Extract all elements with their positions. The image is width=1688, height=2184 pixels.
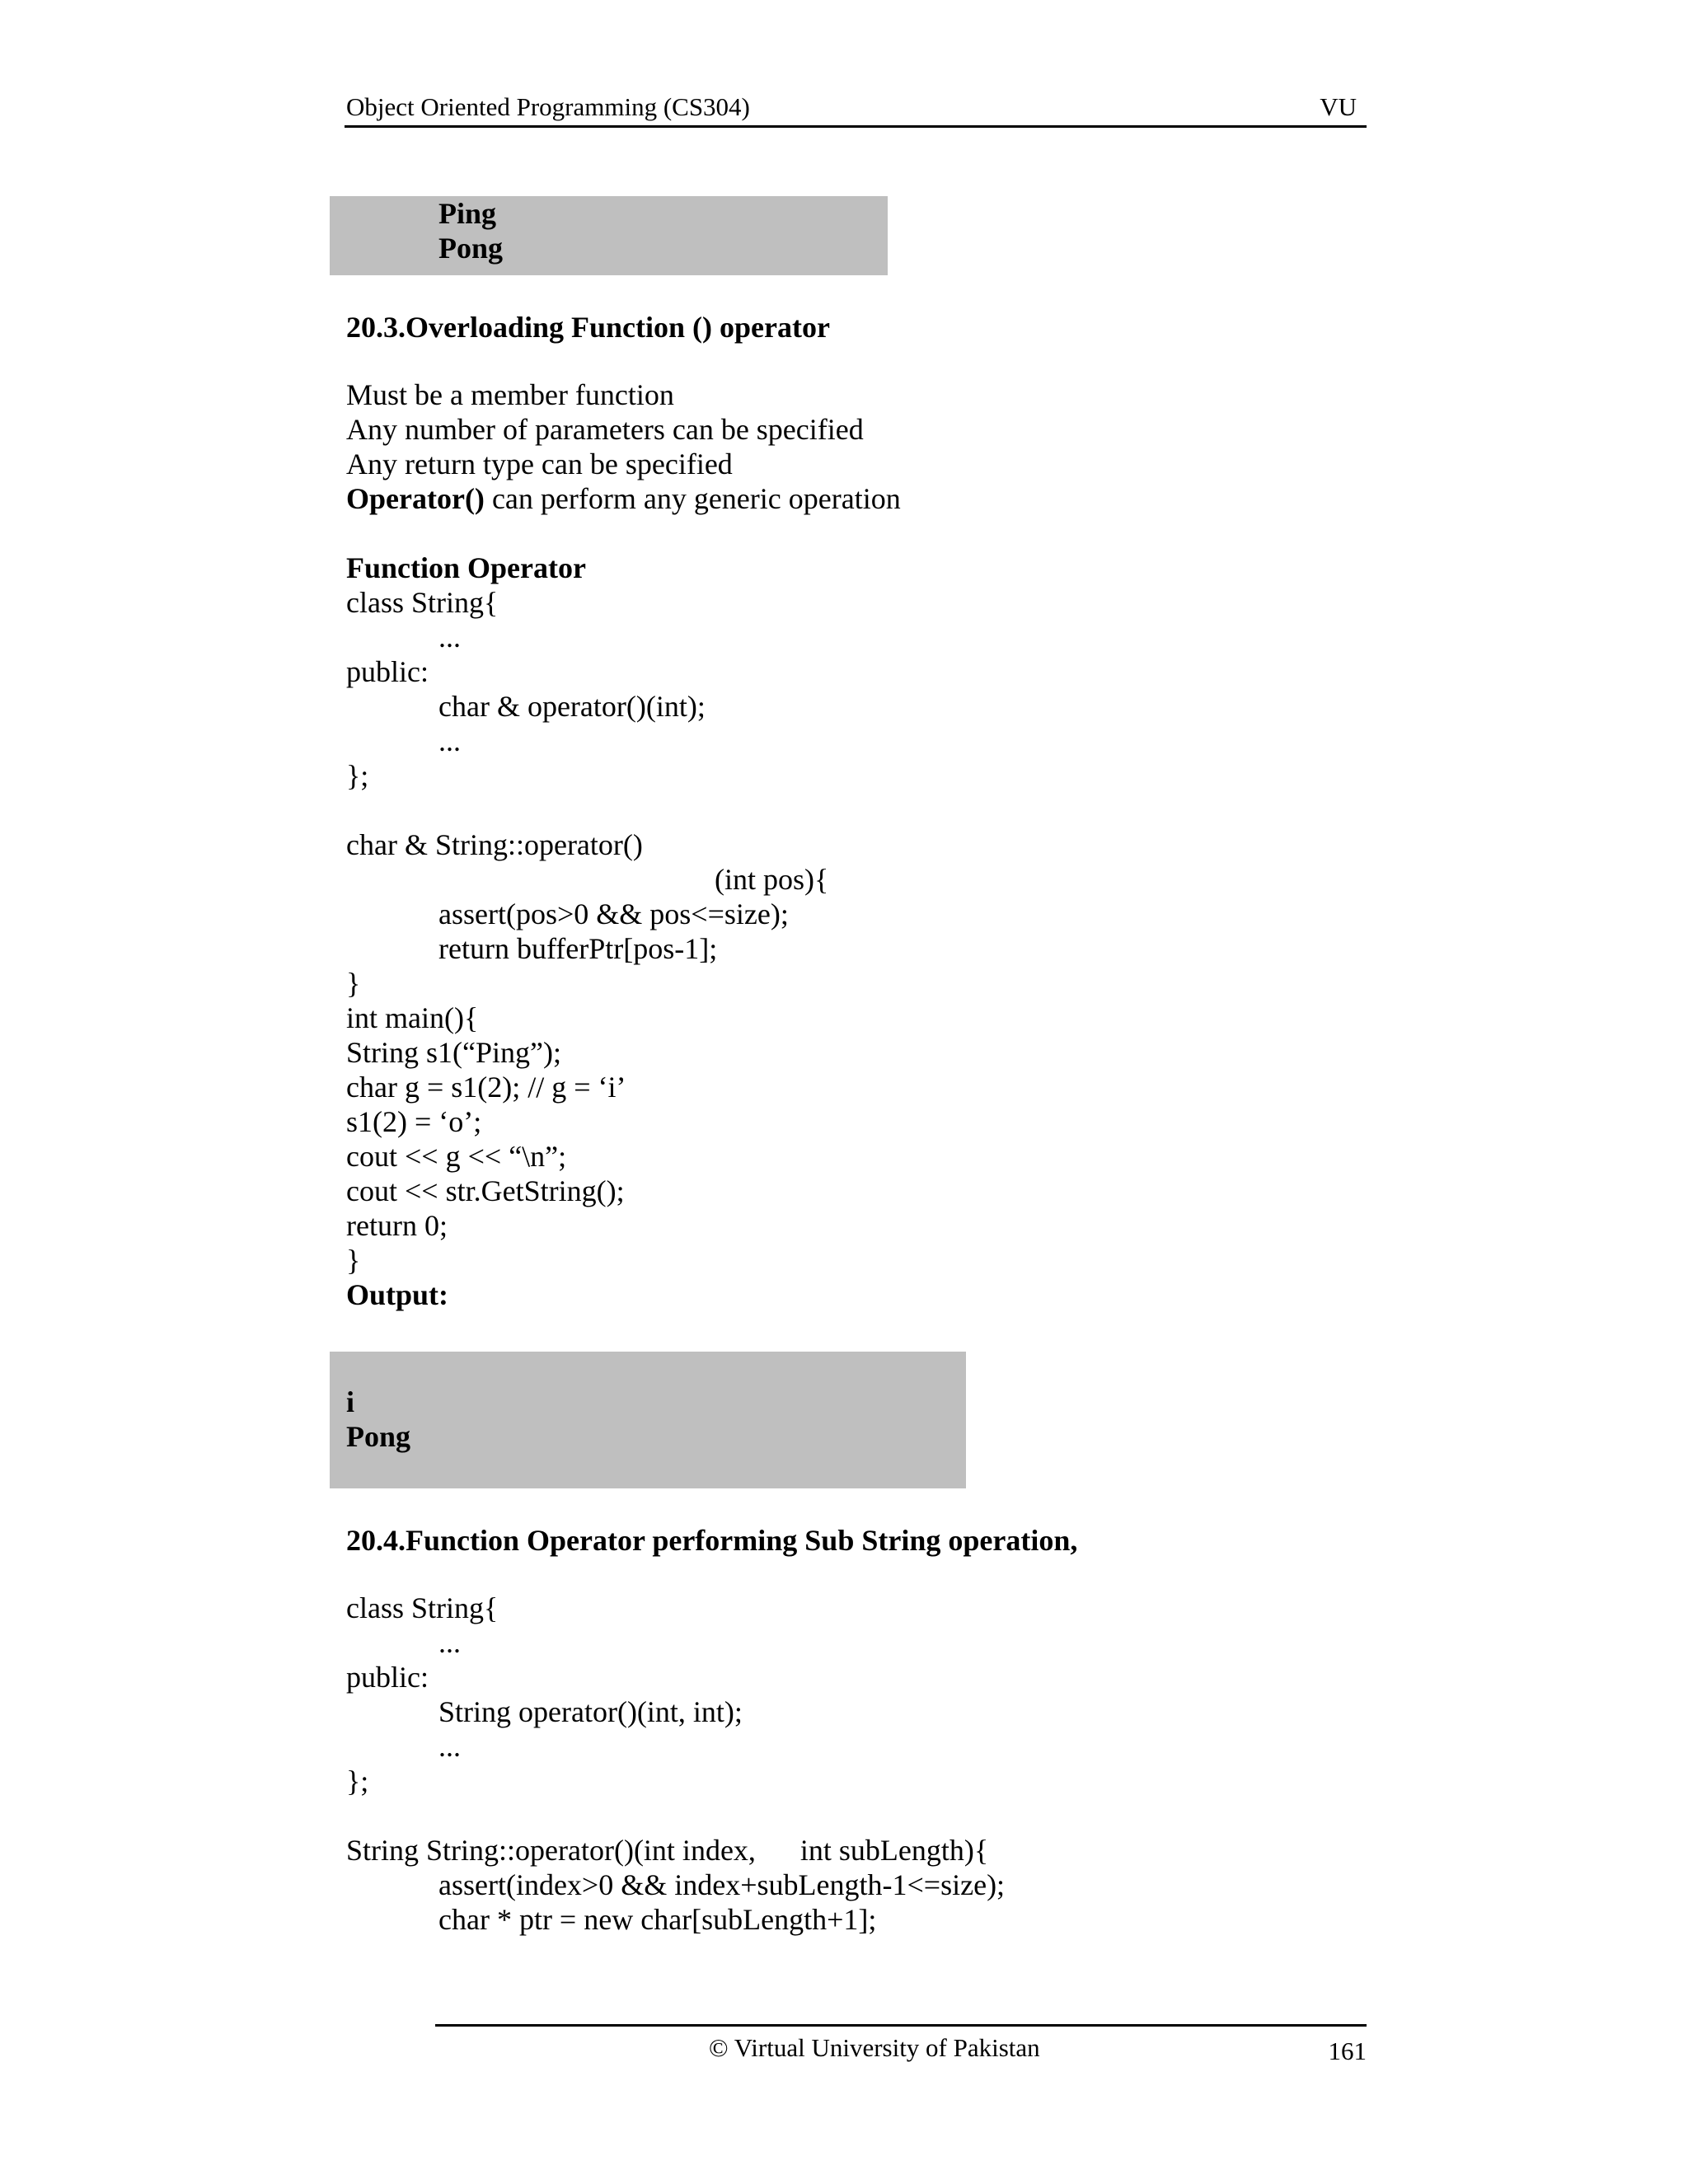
code-line: char g = s1(2); // g = ‘i’	[346, 1071, 626, 1104]
code-line: (int pos){	[715, 863, 829, 896]
code-line: public:	[346, 1661, 429, 1694]
page-number: 161	[1328, 2036, 1367, 2065]
output-label: Output:	[346, 1278, 449, 1311]
code-line: public:	[346, 655, 429, 688]
rule-2: Any number of parameters can be specified	[346, 413, 864, 446]
code-line: assert(index>0 && index+subLength-1<=size);	[438, 1868, 1006, 1901]
rule-4-rest: can perform any generic operation	[484, 482, 901, 515]
page-header	[345, 89, 1367, 128]
code-line: String String::operator()(int index, int subLength){	[346, 1834, 989, 1867]
function-operator-subheading: Function Operator	[346, 551, 586, 584]
output-box-1	[330, 196, 888, 275]
code-line: ...	[438, 1730, 461, 1763]
code-line: class String{	[346, 586, 499, 619]
code-line: char * ptr = new char[subLength+1];	[438, 1903, 877, 1936]
code-line: ...	[438, 724, 461, 757]
code-line: s1(2) = ‘o’;	[346, 1105, 482, 1138]
copyright-text: © Virtual University of Pakistan	[709, 2033, 1040, 2062]
code-line: assert(pos>0 && pos<=size);	[438, 898, 789, 930]
institution-label: VU	[1320, 92, 1357, 121]
code-line: class String{	[346, 1591, 499, 1624]
code-line: };	[346, 1765, 369, 1797]
output-box-2	[330, 1352, 966, 1488]
code-line: cout << str.GetString();	[346, 1174, 625, 1207]
rule-4-bold: Operator()	[346, 482, 485, 515]
code-line: cout << g << “\n”;	[346, 1140, 567, 1173]
code-line: int main(){	[346, 1001, 479, 1034]
output-box-1-line-2: Pong	[438, 232, 504, 265]
course-title: Object Oriented Programming (CS304)	[346, 92, 750, 121]
rule-1: Must be a member function	[346, 378, 674, 411]
code-line: return 0;	[346, 1209, 448, 1242]
code-line: }	[346, 1244, 361, 1277]
code-line: char & String::operator()	[346, 828, 643, 861]
code-line: ...	[438, 621, 461, 654]
rule-3: Any return type can be specified	[346, 448, 733, 480]
page-footer	[435, 2024, 1367, 2068]
section-heading-20-4: 20.4.Function Operator performing Sub String operation,	[346, 1524, 1078, 1557]
rule-4	[346, 481, 901, 516]
code-line: }	[346, 967, 361, 1000]
output-box-1-line-1: Ping	[438, 197, 497, 230]
code-line: };	[346, 759, 369, 792]
output-box-2-line-1: i	[346, 1385, 355, 1418]
section-heading-20-3: 20.3.Overloading Function () operator	[346, 311, 830, 344]
code-line: String operator()(int, int);	[438, 1695, 743, 1728]
code-line: char & operator()(int);	[438, 690, 706, 723]
code-line: ...	[438, 1626, 461, 1659]
code-line: String s1(“Ping”);	[346, 1036, 561, 1069]
output-box-2-line-2: Pong	[346, 1420, 411, 1453]
code-line: return bufferPtr[pos-1];	[438, 932, 718, 965]
